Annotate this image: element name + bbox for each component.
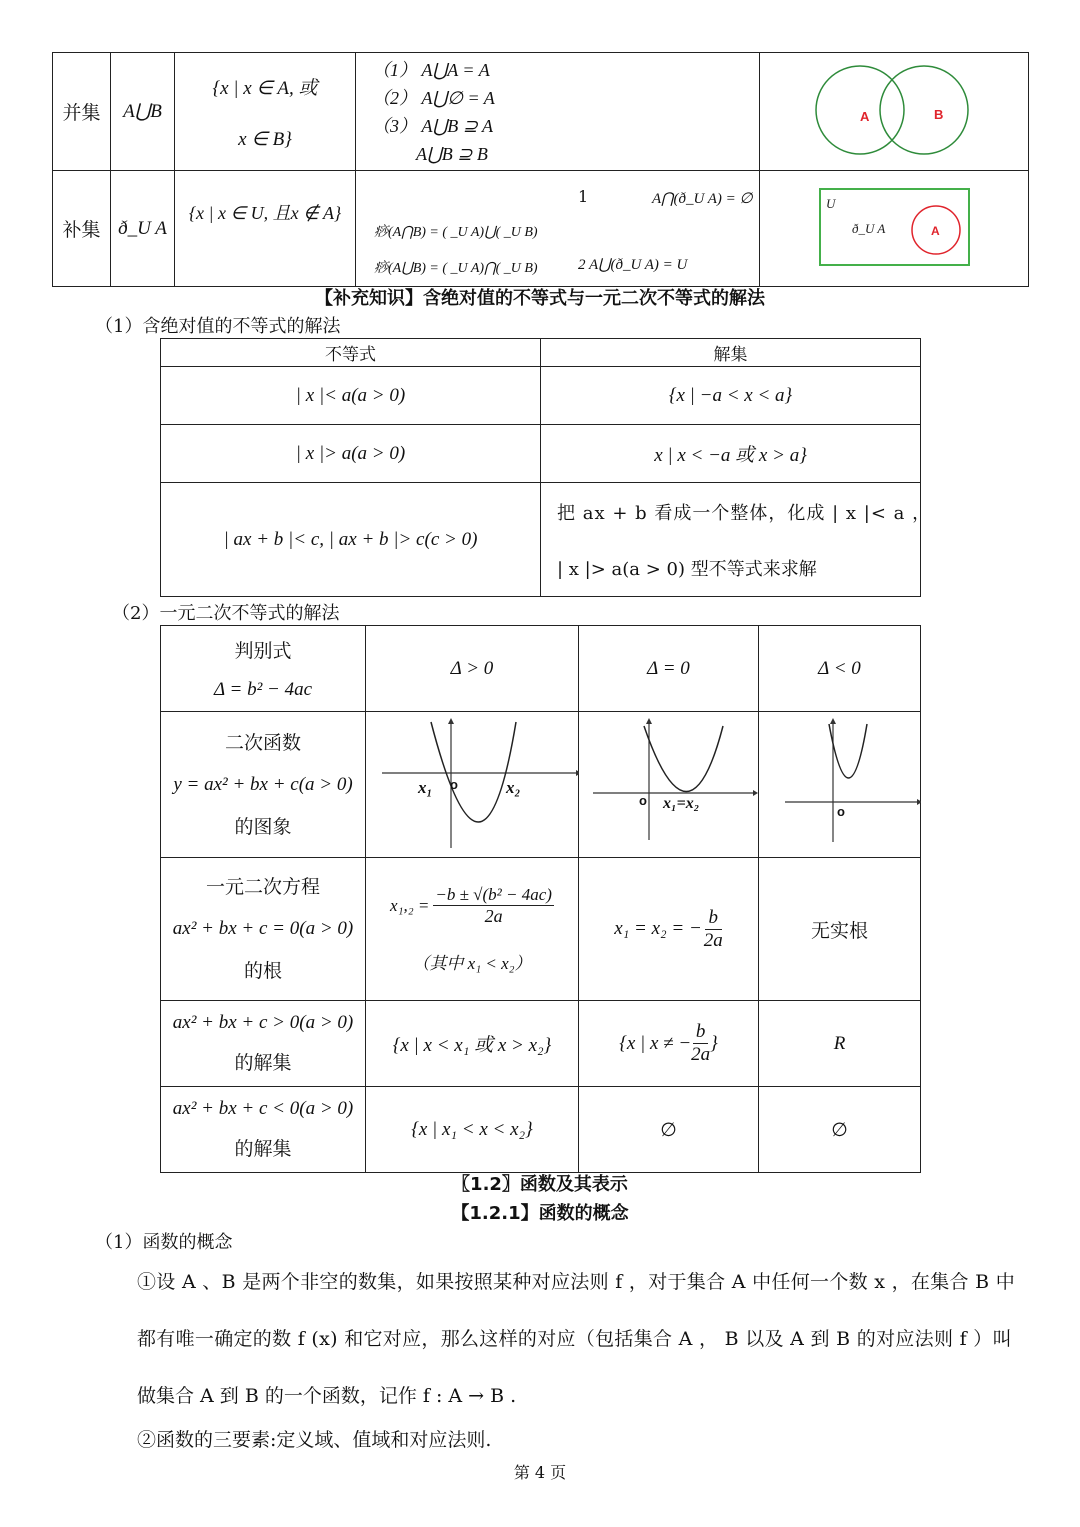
x-axis-arrow-icon — [917, 799, 921, 805]
roots-gt-denominator: 2a — [484, 905, 503, 926]
lt-row-label — [161, 1087, 366, 1173]
supplement-title: 【补充知识】含绝对值的不等式与一元二次不等式的解法 — [315, 288, 765, 309]
func-row-line1: 二次函数 — [224, 731, 301, 754]
lt-sol-one-root: ∅ — [579, 1087, 759, 1173]
case-gt-header: Δ > 0 — [366, 626, 579, 712]
graph-one-root — [579, 712, 759, 852]
disc-formula: Δ = b² − 4ac — [213, 679, 313, 700]
gt-sol-two-roots: {x | x < x₁ 或 x > x₂} — [366, 1001, 579, 1087]
universe-label: U — [826, 196, 836, 211]
set-operations-table — [52, 52, 1029, 287]
gt-row-line2: 的解集 — [234, 1052, 292, 1074]
complement-symbol: ð_U A — [111, 171, 175, 287]
eq-row-label — [161, 858, 366, 1001]
roots-gt-lhs: x₁,₂ = — [390, 895, 430, 915]
root-x2-label: x₂ — [506, 778, 521, 797]
disc-header — [161, 626, 366, 712]
union-properties — [356, 53, 760, 171]
abs-row3-ineq: | ax + b |< c, | ax + b |> c(c > 0) — [161, 483, 541, 597]
gt-row-line1: ax² + bx + c > 0(a > 0) — [172, 1012, 354, 1033]
gt-sol-one-root — [579, 1001, 759, 1087]
set-a-label: A — [931, 224, 940, 238]
abs-row2-sol: x | x < −a 或 x > a} — [541, 425, 921, 483]
subsection-title: 【1.2.1】函数的概念 — [451, 1203, 629, 1224]
eq-row-line3: 的根 — [243, 960, 282, 982]
eq-row-line1: 一元二次方程 — [205, 876, 320, 898]
root-x1-label: x₁ — [418, 778, 433, 797]
parabola-one-root — [644, 726, 723, 792]
complement-prop-1: A⋂(ð_U A) = ∅ — [652, 191, 753, 207]
gt-sol-no-root: R — [759, 1001, 921, 1087]
complement-name: 补集 — [53, 171, 111, 287]
eq-row-line2: ax² + bx + c = 0(a > 0) — [172, 918, 354, 939]
graph-no-root — [759, 712, 921, 852]
case-eq-header: Δ = 0 — [579, 626, 759, 712]
complement-prop-line2: 痧(A⋂B) = ( _U A)⋃( _U B) — [374, 225, 538, 240]
graph-eq-cell — [579, 712, 759, 858]
abs-col-header-sol: 解集 — [541, 339, 921, 367]
quad-section-heading: （2）一元二次不等式的解法 — [112, 603, 340, 624]
double-root-label: x₁=x₂ — [663, 795, 700, 812]
venn-circle-b — [880, 66, 968, 154]
abs-row3-sol-line2: | x |> a(a > 0) 型不等式来求解 — [557, 558, 817, 580]
union-prop-3: （3） A⋃B ⊇ A — [372, 115, 494, 136]
complement-properties — [356, 171, 760, 287]
gt-row-label — [161, 1001, 366, 1087]
concept-p1-line3: 做集合 A 到 B 的一个函数，记作 f : A → B . — [137, 1385, 517, 1407]
abs-row1-sol: {x | −a < x < a} — [541, 367, 921, 425]
union-venn-cell — [760, 53, 1029, 171]
gt-sol-eq-pre: {x | x ≠ − — [619, 1032, 692, 1054]
origin-label-2: o — [639, 793, 647, 808]
complement-prop-2: 2 A⋃(ð_U A) = U — [578, 257, 688, 273]
quadratic-table — [160, 625, 921, 1173]
section-title: 〖1.2〗函数及其表示 — [452, 1174, 628, 1195]
lt-sol-two-roots: {x | x₁ < x < x₂} — [366, 1087, 579, 1173]
roots-eq-lhs: x₁ = x₂ = − — [614, 918, 702, 939]
gt-sol-eq-post: } — [710, 1032, 718, 1054]
page-number: 第 4 页 — [513, 1463, 567, 1482]
roots-gt-note: （其中 x₁ < x₂） — [412, 953, 532, 973]
lt-row-line1: ax² + bx + c < 0(a > 0) — [172, 1098, 354, 1119]
y-axis-arrow-icon — [448, 718, 454, 724]
y-axis-arrow-icon — [830, 718, 836, 724]
abs-row3-sol-line1: 把 ax + b 看成一个整体，化成 | x |< a ， — [557, 502, 932, 524]
union-def-line2: x ∈ B} — [238, 128, 292, 150]
venn-label-b: B — [934, 107, 944, 122]
roots-lt-cell: 无实根 — [759, 858, 921, 1001]
complement-prop-line3: 痧(A⋃B) = ( _U A)⋂( _U B) — [374, 261, 538, 276]
abs-col-header-ineq: 不等式 — [161, 339, 541, 367]
union-definition — [175, 53, 356, 171]
x-axis-arrow-icon — [753, 790, 758, 796]
func-row-line3: 的图象 — [234, 815, 292, 838]
func-row-line2: y = ax² + bx + c(a > 0) — [173, 773, 353, 795]
union-prop-2: （2） A⋃∅ = A — [372, 87, 495, 108]
y-axis-arrow-icon — [646, 718, 652, 724]
abs-section-heading: （1）含绝对值的不等式的解法 — [95, 316, 341, 337]
concept-heading: （1）函数的概念 — [95, 1232, 233, 1253]
func-row-label — [161, 712, 366, 858]
concept-p1-line1: ①设 A 、B 是两个非空的数集，如果按照某种对应法则 f ，对于集合 A 中任何一个数 x ，在集合 B 中 — [137, 1271, 1016, 1293]
abs-row1-ineq: | x |< a(a > 0) — [161, 367, 541, 425]
complement-prop-1-num: 1 — [578, 187, 589, 206]
origin-label-1: o — [450, 777, 458, 792]
parabola-no-root — [829, 724, 867, 778]
union-name: 并集 — [53, 53, 111, 171]
roots-gt-cell — [366, 858, 579, 1001]
venn-label-a: A — [860, 109, 870, 124]
graph-two-roots — [366, 712, 579, 852]
union-venn-diagram — [760, 53, 1029, 165]
roots-eq-denominator: 2a — [703, 929, 723, 951]
lt-row-line2: 的解集 — [234, 1138, 292, 1160]
case-lt-header: Δ < 0 — [759, 626, 921, 712]
complement-definition: {x | x ∈ U, 且x ∉ A} — [175, 171, 356, 287]
roots-eq-numerator: b — [705, 907, 723, 930]
roots-gt-numerator: −b ± √(b² − 4ac) — [435, 884, 552, 904]
origin-label-3: o — [837, 804, 845, 819]
union-def-line1: {x | x ∈ A, 或 — [212, 77, 318, 99]
universe-box — [820, 189, 969, 265]
complement-label: ð_U A — [852, 221, 886, 236]
gt-sol-eq-num: b — [693, 1021, 709, 1044]
union-symbol: A⋃B — [111, 53, 175, 171]
union-prop-1: （1） A⋃A = A — [372, 59, 490, 80]
roots-eq-cell — [579, 858, 759, 1001]
gt-sol-eq-den: 2a — [691, 1044, 711, 1065]
concept-p1-line2: 都有唯一确定的数 f (x) 和它对应，那么这样的对应（包括集合 A ， B 以及 A 到 B 的对应法则 f ）叫 — [137, 1328, 1012, 1350]
lt-sol-no-root: ∅ — [759, 1087, 921, 1173]
concept-p2: ②函数的三要素:定义域、值域和对应法则. — [137, 1429, 492, 1451]
disc-label: 判别式 — [234, 640, 292, 662]
graph-lt-cell — [759, 712, 921, 858]
abs-inequality-table — [160, 338, 932, 597]
abs-row3-sol — [541, 483, 932, 597]
complement-venn-diagram — [760, 171, 1029, 281]
union-prop-4: A⋃B ⊇ B — [416, 143, 488, 164]
abs-row2-ineq: | x |> a(a > 0) — [161, 425, 541, 483]
graph-gt-cell — [366, 712, 579, 858]
complement-venn-cell — [760, 171, 1029, 287]
parabola-two-roots — [431, 722, 516, 822]
